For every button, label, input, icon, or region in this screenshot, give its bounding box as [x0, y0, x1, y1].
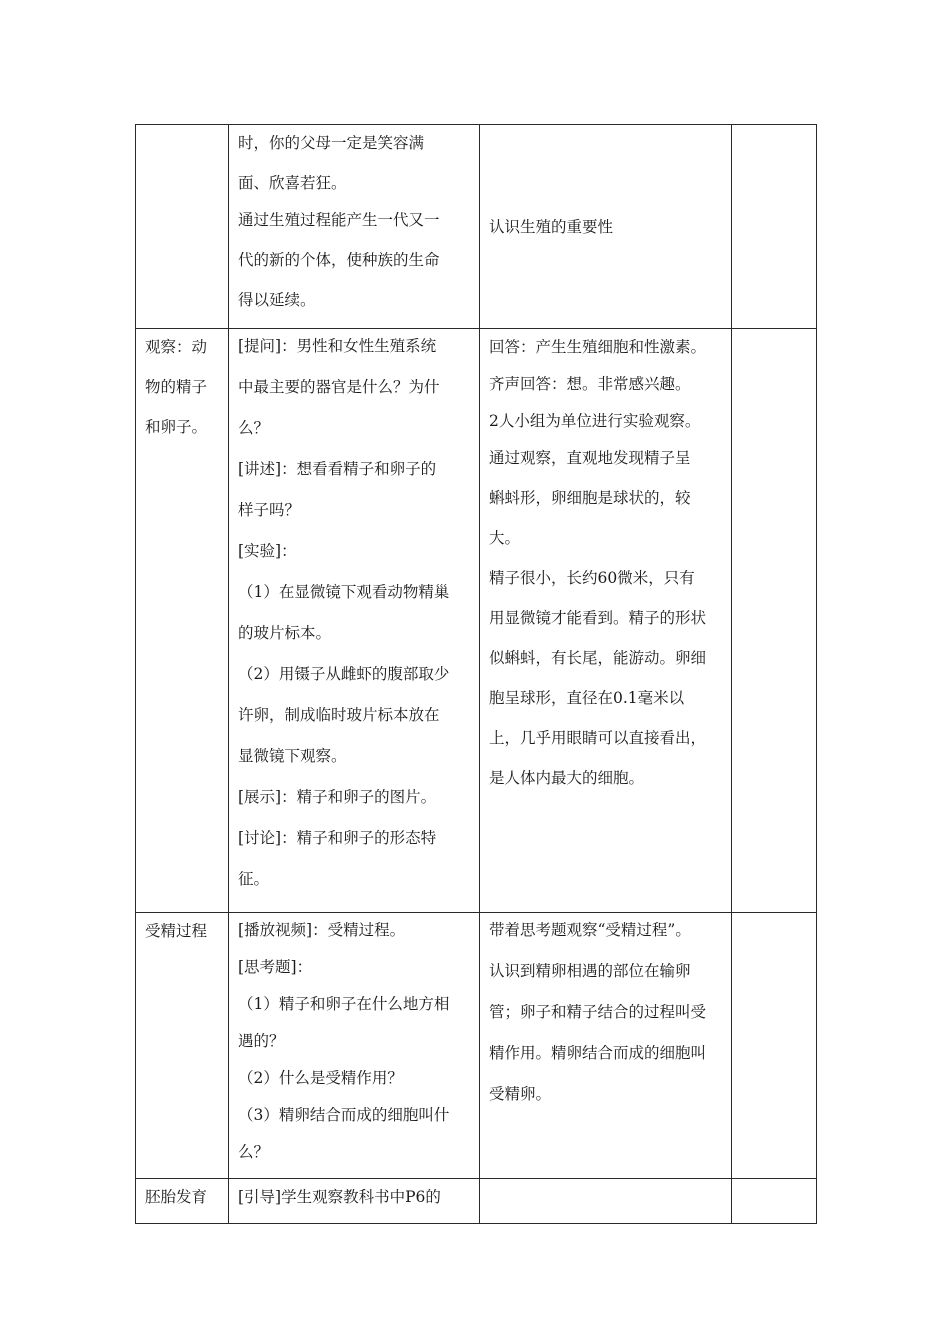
cell-line: 么？	[238, 419, 270, 437]
cell-line: 2人小组为单位进行实验观察。	[489, 412, 701, 430]
cell-line: 时，你的父母一定是笑容满	[238, 134, 425, 152]
cell-line: [思考题]：	[238, 958, 313, 976]
cell-line: 通过观察，直观地发现精子呈	[489, 449, 691, 467]
student-activity-cell	[480, 125, 732, 329]
cell-line: 精子很小，长约60微米，只有	[489, 569, 695, 587]
cell-line: 齐声回答：想。非常感兴趣。	[489, 375, 691, 393]
cell-line: [讨论]：精子和卵子的形态特	[238, 829, 437, 847]
cell-line: 蝌蚪形，卵细胞是球状的，较	[489, 489, 691, 507]
cell-line: 胚胎发育	[145, 1188, 208, 1206]
cell-line: [播放视频]：受精过程。	[238, 921, 406, 939]
teacher-activity-cell	[229, 913, 480, 1179]
section-cell	[136, 125, 229, 329]
cell-line: [讲述]：想看看精子和卵子的	[238, 460, 437, 478]
cell-line: [展示]：精子和卵子的图片。	[238, 788, 437, 806]
cell-line: 通过生殖过程能产生一代又一	[238, 211, 440, 229]
section-cell	[136, 329, 229, 913]
teacher-activity-cell	[229, 125, 480, 329]
cell-line: 受精卵。	[489, 1085, 552, 1103]
section-cell	[136, 913, 229, 1179]
cell-line: 遇的？	[238, 1032, 285, 1050]
student-activity-cell	[480, 913, 732, 1179]
cell-line: 用显微镜才能看到。精子的形状	[489, 609, 707, 627]
cell-line: 似蝌蚪，有长尾，能游动。卵细	[489, 649, 707, 667]
table-row	[136, 1179, 817, 1224]
cell-line: 征。	[238, 870, 270, 888]
cell-line: （3）精卵结合而成的细胞叫什	[238, 1106, 450, 1124]
notes-cell	[732, 1179, 817, 1224]
table-row	[136, 125, 817, 329]
cell-line: 许卵，制成临时玻片标本放在	[238, 706, 440, 724]
cell-line: 显微镜下观察。	[238, 747, 347, 765]
teacher-activity-cell	[229, 1179, 480, 1224]
cell-line: 物的精子	[145, 378, 208, 396]
cell-line: 样子吗？	[238, 501, 301, 519]
teacher-activity-cell	[229, 329, 480, 913]
cell-line: 上，几乎用眼睛可以直接看出，	[489, 729, 707, 747]
cell-line: 代的新的个体，使种族的生命	[238, 251, 440, 269]
notes-cell	[732, 329, 817, 913]
cell-line: 么？	[238, 1143, 270, 1161]
table-row	[136, 329, 817, 913]
cell-line: 观察：动	[145, 338, 208, 356]
cell-line: 中最主要的器官是什么？为什	[238, 378, 440, 396]
notes-cell	[732, 913, 817, 1179]
cell-line: 回答：产生生殖细胞和性激素。	[489, 338, 707, 356]
cell-line: 管；卵子和精子结合的过程叫受	[489, 1003, 707, 1021]
student-activity-cell	[480, 1179, 732, 1224]
lesson-plan-table	[135, 124, 817, 1224]
cell-line: 面、欣喜若狂。	[238, 174, 347, 192]
cell-line: （2）什么是受精作用？	[238, 1069, 403, 1087]
cell-line: 受精过程	[145, 922, 208, 940]
table-row	[136, 913, 817, 1179]
cell-line: [提问]：男性和女性生殖系统	[238, 337, 437, 355]
cell-line: 认识生殖的重要性	[489, 217, 614, 236]
cell-line: （2）用镊子从雌虾的腹部取少	[238, 665, 450, 683]
cell-line: [引导]学生观察教科书中P6的	[238, 1188, 441, 1206]
cell-line: 和卵子。	[145, 418, 208, 436]
cell-line: （1）在显微镜下观看动物精巢	[238, 583, 450, 601]
notes-cell	[732, 125, 817, 329]
cell-line: 精作用。精卵结合而成的细胞叫	[489, 1044, 707, 1062]
cell-line: 胞呈球形，直径在0.1毫米以	[489, 689, 685, 707]
section-cell	[136, 1179, 229, 1224]
cell-line: 认识到精卵相遇的部位在输卵	[489, 962, 691, 980]
cell-line: [实验]：	[238, 542, 297, 560]
cell-line: 是人体内最大的细胞。	[489, 769, 645, 787]
student-activity-cell	[480, 329, 732, 913]
cell-line: 得以延续。	[238, 291, 316, 309]
cell-line: （1）精子和卵子在什么地方相	[238, 995, 450, 1013]
cell-line: 大。	[489, 529, 521, 547]
cell-line: 带着思考题观察“受精过程”。	[489, 921, 691, 939]
cell-line: 的玻片标本。	[238, 624, 332, 642]
